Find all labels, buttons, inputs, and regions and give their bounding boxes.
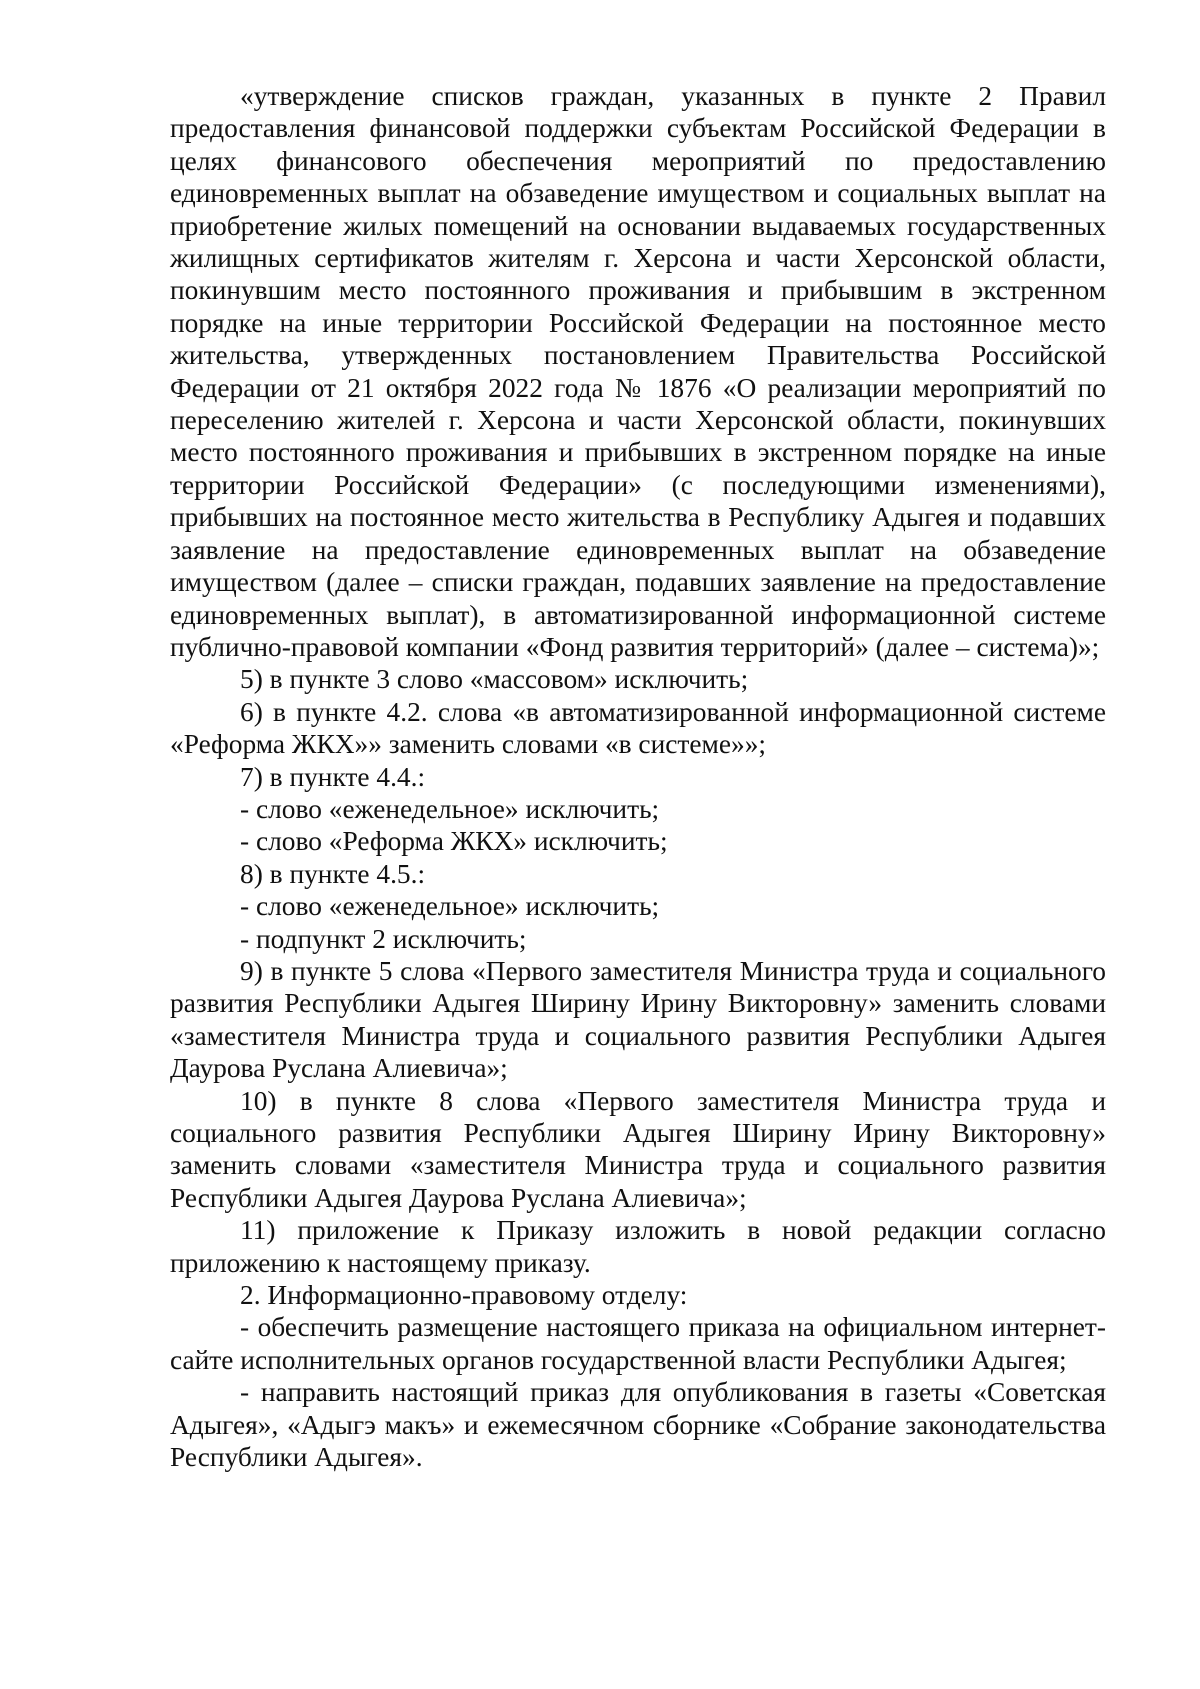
paragraph-item-7-sub-1: - слово «еженедельное» исключить; [240, 793, 660, 824]
paragraph-item-7-sub-2: - слово «Реформа ЖКХ» исключить; [240, 826, 668, 857]
paragraph-item-8-sub-2: - подпункт 2 исключить; [240, 923, 527, 954]
paragraph-item-8: 8) в пункте 4.5.: [240, 858, 426, 889]
paragraph-item-11: 11) приложение к Приказу изложить в новой редакции согласно приложению к настоящему приказу. [170, 1215, 1106, 1278]
paragraph-item-5: 5) в пункте 3 слово «массовом» исключить; [240, 664, 749, 695]
paragraph-section-2-sub-2: - направить настоящий приказ для опубликования в газеты «Советская Адыгея», «Адыгэ макъ» и ежемесячном сборнике «Собрание законодательства Республики Адыгея». [170, 1377, 1106, 1473]
paragraph-item-6: 6) в пункте 4.2. слова «в автоматизированной информационной системе «Реформа ЖКХ»» заменить словами «в системе»»; [170, 696, 1106, 760]
paragraph-item-7: 7) в пункте 4.4.: [240, 761, 426, 792]
paragraph-item-9: 9) в пункте 5 слова «Первого заместителя Министра труда и социального развития Республики Адыгея Ширину Ирину Викторовну» заменить словами «заместителя Министра труда и социального развития Республики Адыгея Даурова Руслана Алиевича»; [170, 955, 1106, 1084]
paragraph-item-8-sub-1: - слово «еженедельное» исключить; [240, 891, 660, 922]
paragraph-item-10: 10) в пункте 8 слова «Первого заместителя Министра труда и социального развития Республики Адыгея Ширину Ирину Викторовну» заменить словами «заместителя Министра труда и социального развития Республики Адыгея Даурова Руслана Алиевича»; [170, 1085, 1106, 1213]
paragraph-section-2: 2. Информационно-правовому отделу: [240, 1280, 688, 1311]
document-body [170, 80, 1106, 1473]
paragraph-section-2-sub-1: - обеспечить размещение настоящего приказа на официальном интернет-сайте исполнительных органов государственной власти Республики Адыгея; [170, 1312, 1106, 1375]
paragraph-list-approval-text: «утверждение списков граждан, указанных в пункте 2 Правил предоставления финансовой поддержки субъектам Российской Федерации в целях финансового обеспечения мероприятий по предоставлению единовременных выплат на обзаведение имуществом и социальных выплат на приобретение жилых помещений на основании выдаваемых государственных жилищных сертификатов жителям г. Херсона и части Херсонской области, покинувшим место постоянного проживания и прибывшим в экстренном порядке на иные территории Российской Федерации на постоянное место жительства, утвержденных постановлением Правительства Российской Федерации от 21 октября 2022 года № 1876 «О реализации мероприятий по переселению жителей г. Херсона и части Херсонской области, покинувших место постоянного проживания и прибывших в экстренном порядке на иные территории Российской Федерации» (с последующими изменениями), прибывших на постоянное место жительства в Республику Адыгея и подавших заявление на предоставление единовременных выплат на обзаведение имуществом (далее – списки граждан, подавших заявление на предоставление единовременных выплат), в автоматизированной информационной системе публично-правовой компании «Фонд развития территорий» (далее – система)»; [170, 81, 1106, 662]
